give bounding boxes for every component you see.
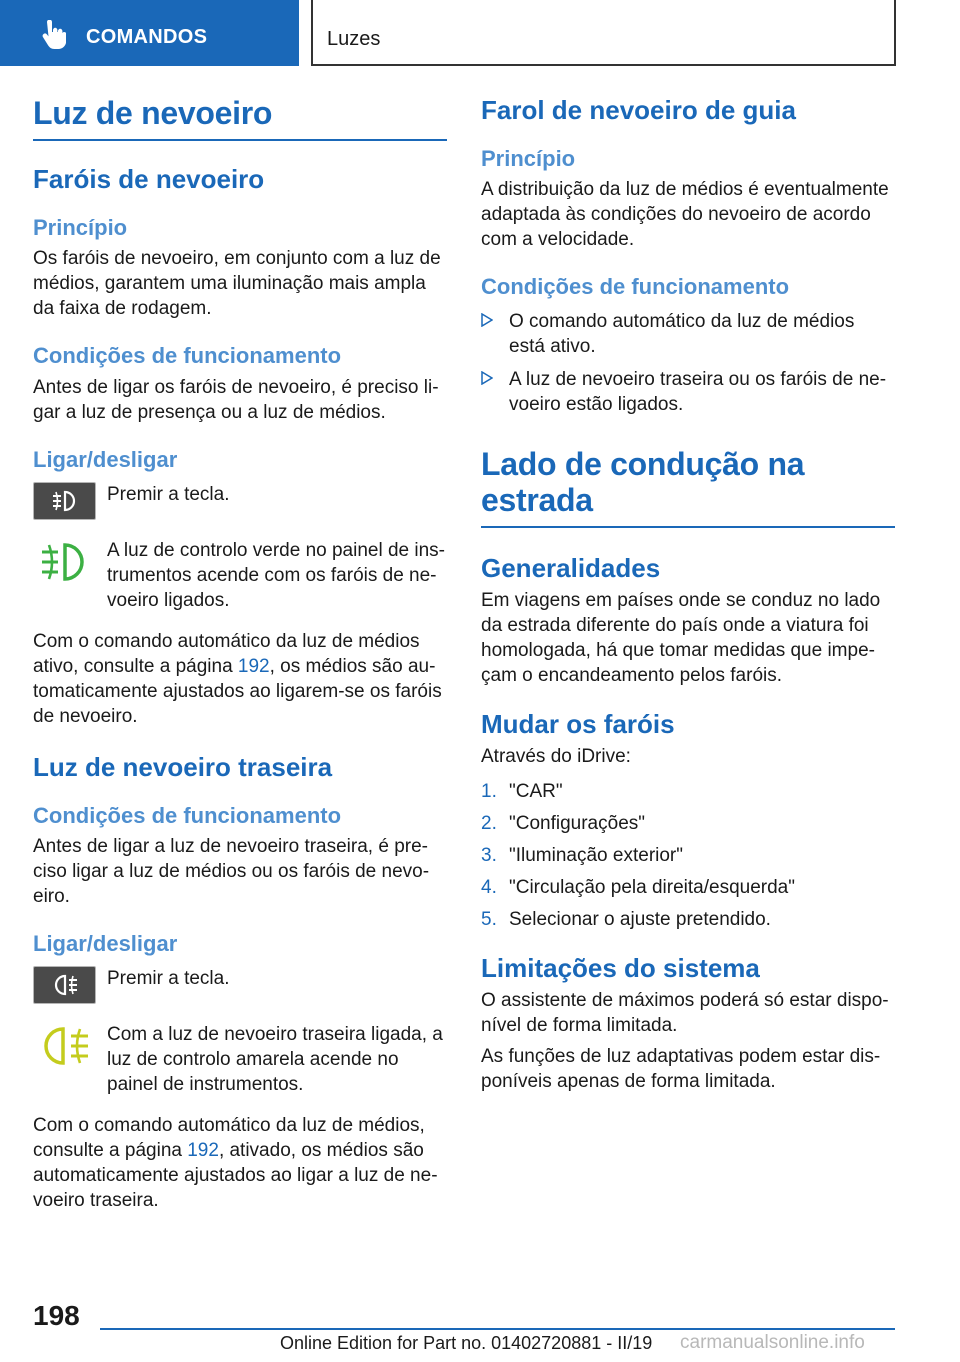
- triangle-bullet-icon: [481, 313, 493, 327]
- front-indicator-row: [33, 538, 447, 613]
- step-number: 5.: [481, 908, 497, 930]
- step-number: 1.: [481, 780, 497, 802]
- rear-conditions-heading: Condições de funcionamento: [33, 802, 342, 828]
- switch-heading: Mudar os faróis: [481, 708, 675, 739]
- limits-text-2: As funções de luz adaptativas podem estar dis-poníveis apenas de forma limitada.: [481, 1045, 881, 1092]
- front-principle-text: Os faróis de nevoeiro, em conjunto com a luz de médios, garantem uma iluminação mais ampla da faixa de rodagem.: [33, 248, 441, 320]
- switch-text: Através do iDrive:: [481, 745, 631, 767]
- front-auto-text: [33, 629, 447, 729]
- section-label: Luzes: [327, 28, 381, 50]
- idrive-steps: [481, 779, 895, 932]
- front-conditions-text: Antes de ligar os faróis de nevoeiro, é preciso li-gar a luz de presença ou a luz de médios.: [33, 376, 439, 423]
- bullet-text: O comando automático da luz de médios está ativo.: [509, 311, 855, 358]
- front-fog-light-indicator-icon: [33, 538, 96, 586]
- rear-fog-title: Luz de nevoeiro traseira: [33, 751, 333, 782]
- limits-text-1: O assistente de máximos poderá só estar dispo-nível de forma limitada.: [481, 989, 889, 1036]
- driving-side-title: Lado de condução na estrada: [481, 447, 895, 527]
- step-text: Selecionar o ajuste pretendido.: [509, 908, 771, 930]
- front-auto-text-a: Com o comando automático da luz de médios ativo, consulte a página: [33, 630, 420, 677]
- chapter-tab[interactable]: [0, 0, 299, 66]
- watermark: carmanualsonline.info: [680, 1332, 865, 1353]
- fog-light-title: Luz de nevoeiro: [33, 96, 447, 141]
- page-number: 198: [33, 1300, 80, 1331]
- left-column: [33, 96, 447, 1213]
- guide-conditions-heading: Condições de funcionamento: [481, 274, 790, 300]
- guide-principle-text: A distribuição da luz de médios é eventualmente adaptada às condições do nevoeiro de acordo com a velocidade.: [481, 179, 889, 251]
- footer-divider: [100, 1328, 895, 1330]
- rear-indicator-text: Com a luz de nevoeiro traseira ligada, a luz de controlo amarela acende no painel de instrumentos.: [107, 1024, 443, 1096]
- front-fog-light-key-icon: [33, 482, 96, 520]
- list-item: [481, 367, 895, 417]
- rear-fog-light-key-icon: [33, 966, 96, 1004]
- front-onoff-heading: Ligar/desligar: [33, 446, 178, 472]
- step-number: 2.: [481, 812, 497, 834]
- guide-fog-title: Farol de nevoeiro de guia: [481, 95, 796, 125]
- guide-conditions-list: [481, 309, 895, 417]
- rear-auto-text: [33, 1113, 447, 1213]
- list-item: [481, 779, 895, 804]
- list-item: [481, 843, 895, 868]
- list-item: [481, 907, 895, 932]
- general-text: Em viagens em países onde se conduz no lado da estrada diferente do país onde a viatura foi homologada, há que tomar medidas que impe-çam o encandeamento pelos faróis.: [481, 589, 881, 686]
- front-auto-text-b: , os médios são au-tomaticamente ajustados ao ligarem-se os faróis de nevoeiro.: [33, 655, 442, 727]
- right-column: [481, 96, 895, 1094]
- rear-auto-text-a: Com o comando automático da luz de médios, consulte a página: [33, 1115, 425, 1162]
- page-link-192-rear[interactable]: 192: [187, 1140, 219, 1162]
- page-link-192[interactable]: 192: [237, 655, 270, 677]
- hand-pointer-icon: [38, 20, 66, 50]
- bullet-text: A luz de nevoeiro traseira ou os faróis de ne-voeiro estão ligados.: [509, 369, 887, 416]
- list-item: [481, 309, 895, 359]
- front-key-row: [33, 482, 447, 520]
- rear-key-text: Premir a tecla.: [107, 968, 230, 990]
- front-key-text: Premir a tecla.: [107, 483, 230, 505]
- front-conditions-heading: Condições de funcionamento: [33, 343, 342, 369]
- rear-indicator-row: [33, 1022, 447, 1097]
- rear-conditions-text: Antes de ligar a luz de nevoeiro traseira, é pre-ciso ligar a luz de médios ou os faróis de nevo-eiro.: [33, 836, 430, 908]
- list-item: [481, 811, 895, 836]
- front-indicator-text: A luz de controlo verde no painel de ins-trumentos acende com os faróis de ne-voeiro ligados.: [107, 539, 445, 611]
- rear-auto-text-b: , ativado, os médios são automaticamente ajustados ao ligar a luz de ne-voeiro traseira.: [33, 1140, 438, 1212]
- step-number: 3.: [481, 844, 497, 866]
- step-text: "CAR": [509, 780, 563, 802]
- front-fog-title: Faróis de nevoeiro: [33, 164, 265, 195]
- rear-key-row: [33, 966, 447, 1004]
- triangle-bullet-icon: [481, 371, 493, 385]
- limits-heading: Limitações do sistema: [481, 952, 760, 983]
- footer-edition: Online Edition for Part no. 01402720881 - II/19: [280, 1333, 653, 1353]
- general-heading: Generalidades: [481, 552, 661, 583]
- section-tab: [311, 0, 896, 66]
- list-item: [481, 875, 895, 900]
- step-text: "Circulação pela direita/esquerda": [509, 876, 795, 898]
- step-text: "Iluminação exterior": [509, 844, 684, 866]
- rear-onoff-heading: Ligar/desligar: [33, 931, 178, 957]
- chapter-label: COMANDOS: [86, 26, 208, 48]
- header-bar: [0, 0, 960, 66]
- rear-fog-light-indicator-icon: [33, 1022, 96, 1070]
- guide-principle-heading: Princípio: [481, 145, 576, 171]
- front-principle-heading: Princípio: [33, 215, 128, 241]
- step-number: 4.: [481, 876, 497, 898]
- step-text: "Configurações": [509, 812, 646, 834]
